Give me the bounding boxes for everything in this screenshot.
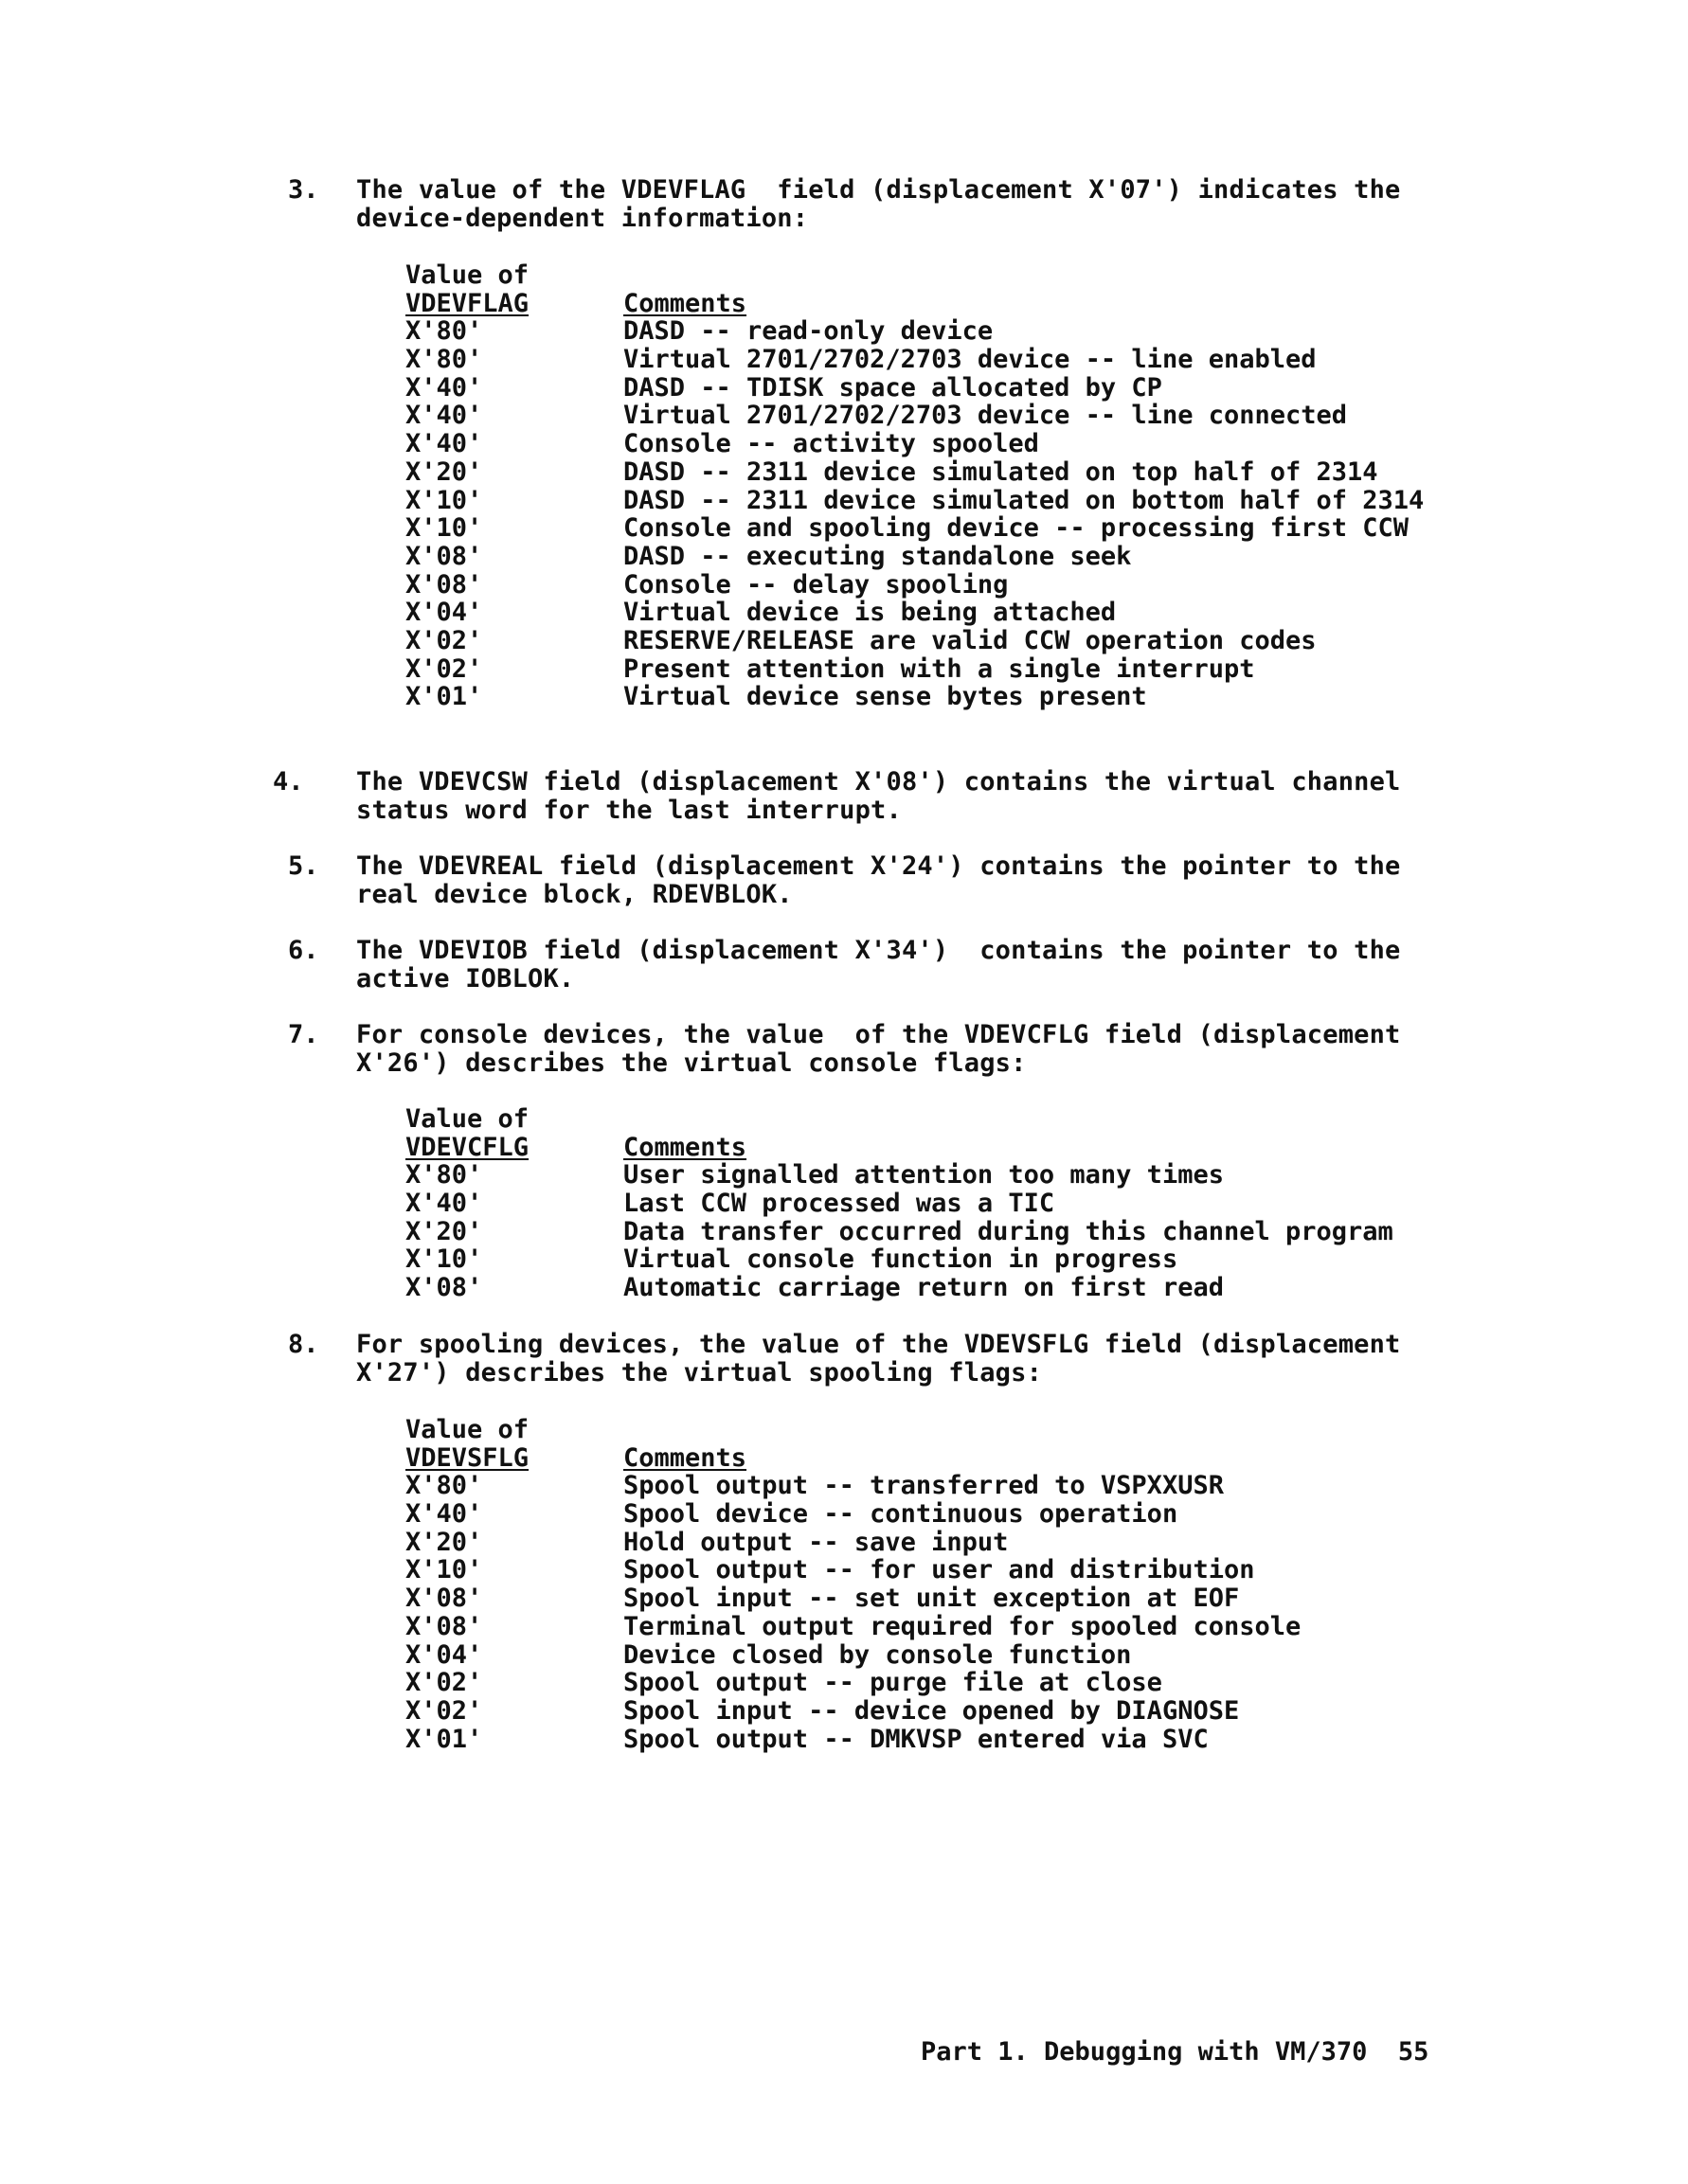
flag-value: X'08' — [405, 1611, 483, 1641]
value-of-header: Value of — [405, 1415, 530, 1444]
table-header-row — [405, 1442, 747, 1473]
flag-comment: Virtual 2701/2702/2703 device -- line enabled — [623, 345, 1317, 375]
table-row — [405, 1244, 1178, 1275]
flag-value: X'40' — [405, 401, 483, 431]
table-row — [405, 653, 1255, 684]
table-row — [405, 682, 1147, 712]
item-3-text-line-1: The value of the VDEVFLAG field (displacement X'07') indicates the — [356, 175, 1401, 205]
flag-comment: Last CCW processed was a TIC — [623, 1189, 1055, 1219]
table-row — [405, 401, 1348, 431]
item-6-text-line-2: active IOBLOK. — [356, 964, 575, 994]
table-row — [405, 456, 1378, 487]
flag-value: X'80' — [405, 345, 483, 375]
flag-value: X'40' — [405, 429, 483, 459]
flag-comment: Spool output -- transferred to VSPXXUSR — [623, 1471, 1224, 1501]
flag-value: X'40' — [405, 1189, 483, 1219]
vdevcflg-table — [405, 1104, 1393, 1303]
flag-value: X'80' — [405, 316, 483, 347]
table-row — [405, 1639, 1132, 1670]
flag-value: X'02' — [405, 653, 483, 684]
table-row — [405, 1584, 1240, 1614]
flag-comment: Virtual device is being attached — [623, 598, 1117, 628]
value-of-header: Value of — [405, 260, 530, 290]
flag-value: X'08' — [405, 569, 483, 600]
flag-comment: Data transfer occurred during this channel program — [623, 1216, 1393, 1246]
table-row — [405, 1160, 1224, 1190]
field-name-header: VDEVFLAG — [405, 288, 530, 318]
page-number: 55 — [1397, 2037, 1429, 2067]
table-header-row — [405, 1132, 747, 1162]
table-row — [405, 1189, 1055, 1219]
flag-value: X'40' — [405, 372, 483, 403]
vdevsflg-table — [405, 1415, 1302, 1754]
flag-value: X'08' — [405, 1584, 483, 1614]
flag-comment: Terminal output required for spooled console — [623, 1611, 1302, 1641]
flag-value: X'08' — [405, 541, 483, 571]
flag-comment: Spool output -- for user and distribution — [623, 1555, 1255, 1585]
flag-value: X'20' — [405, 456, 483, 487]
table-row — [405, 541, 1132, 571]
flag-value: X'10' — [405, 1244, 483, 1275]
flag-comment: Virtual 2701/2702/2703 device -- line connected — [623, 401, 1348, 431]
flag-value: X'04' — [405, 598, 483, 628]
comments-header: Comments — [623, 288, 747, 318]
flag-comment: Spool input -- set unit exception at EOF — [623, 1584, 1240, 1614]
table-row — [405, 625, 1317, 655]
table-row — [405, 1555, 1255, 1585]
vdevflag-table — [405, 260, 1425, 712]
flag-comment: Spool device -- continuous operation — [623, 1499, 1178, 1530]
flag-comment: Virtual device sense bytes present — [623, 682, 1147, 712]
item-6-number: 6. — [288, 936, 319, 965]
flag-comment: Virtual console function in progress — [623, 1244, 1178, 1275]
item-4-number: 4. — [273, 767, 304, 797]
item-5-text-line-1: The VDEVREAL field (displacement X'24') contains the pointer to the — [356, 851, 1401, 881]
table-row — [405, 569, 1009, 600]
item-4-text-line-1: The VDEVCSW field (displacement X'08') contains the virtual channel — [356, 767, 1401, 797]
flag-comment: Hold output -- save input — [623, 1527, 1009, 1557]
flag-value: X'10' — [405, 513, 483, 544]
flag-value: X'80' — [405, 1471, 483, 1501]
field-name-header: VDEVCFLG — [405, 1132, 530, 1162]
flag-value: X'01' — [405, 682, 483, 712]
flag-comment: Spool output -- DMKVSP entered via SVC — [623, 1724, 1209, 1754]
table-row — [405, 316, 994, 347]
item-4-text-line-2: status word for the last interrupt. — [356, 796, 902, 825]
flag-comment: DASD -- 2311 device simulated on bottom half of 2314 — [623, 485, 1425, 515]
flag-comment: User signalled attention too many times — [623, 1160, 1224, 1190]
table-row — [405, 1668, 1162, 1698]
table-row — [405, 372, 1162, 403]
table-row — [405, 1471, 1224, 1501]
flag-comment: DASD -- TDISK space allocated by CP — [623, 372, 1162, 403]
table-row — [405, 1611, 1302, 1641]
value-of-header: Value of — [405, 1104, 530, 1134]
flag-value: X'02' — [405, 1695, 483, 1726]
table-row — [405, 345, 1317, 375]
flag-value: X'01' — [405, 1724, 483, 1754]
flag-comment: Console and spooling device -- processing first CCW — [623, 513, 1410, 544]
item-7-number: 7. — [288, 1020, 319, 1049]
flag-comment: Automatic carriage return on first read — [623, 1273, 1224, 1303]
item-3-text-line-2: device-dependent information: — [356, 204, 809, 233]
flag-value: X'40' — [405, 1499, 483, 1530]
flag-value: X'02' — [405, 625, 483, 655]
flag-comment: DASD -- executing standalone seek — [623, 541, 1132, 571]
item-8-number: 8. — [288, 1330, 319, 1359]
item-8-text-line-1: For spooling devices, the value of the VDEVSFLG field (displacement — [356, 1330, 1401, 1359]
table-header-row — [405, 260, 530, 290]
table-row — [405, 1695, 1240, 1726]
item-6-text-line-1: The VDEVIOB field (displacement X'34') contains the pointer to the — [356, 936, 1401, 965]
table-row — [405, 598, 1117, 628]
flag-value: X'80' — [405, 1160, 483, 1190]
flag-comment: Device closed by console function — [623, 1639, 1132, 1670]
flag-value: X'08' — [405, 1273, 483, 1303]
item-7-text-line-1: For console devices, the value of the VDEVCFLG field (displacement — [356, 1020, 1401, 1049]
item-5-text-line-2: real device block, RDEVBLOK. — [356, 880, 793, 909]
table-header-row — [405, 1104, 530, 1134]
table-row — [405, 513, 1410, 544]
flag-comment: RESERVE/RELEASE are valid CCW operation codes — [623, 625, 1317, 655]
table-row — [405, 429, 1039, 459]
flag-comment: Console -- activity spooled — [623, 429, 1039, 459]
flag-comment: Spool output -- purge file at close — [623, 1668, 1162, 1698]
table-row — [405, 1724, 1209, 1754]
flag-value: X'20' — [405, 1216, 483, 1246]
flag-value: X'10' — [405, 485, 483, 515]
footer-title: Part 1. Debugging with VM/370 — [921, 2037, 1368, 2067]
table-header-row — [405, 288, 747, 318]
table-row — [405, 1527, 1009, 1557]
field-name-header: VDEVSFLG — [405, 1442, 530, 1473]
item-7-text-line-2: X'26') describes the virtual console flags: — [356, 1048, 1027, 1078]
flag-comment: Present attention with a single interrupt — [623, 653, 1255, 684]
table-row — [405, 1216, 1393, 1246]
flag-comment: Console -- delay spooling — [623, 569, 1009, 600]
table-header-row — [405, 1415, 530, 1444]
flag-comment: Spool input -- device opened by DIAGNOSE — [623, 1695, 1240, 1726]
flag-value: X'04' — [405, 1639, 483, 1670]
comments-header: Comments — [623, 1132, 747, 1162]
table-row — [405, 485, 1425, 515]
table-row — [405, 1499, 1178, 1530]
flag-value: X'10' — [405, 1555, 483, 1585]
page-footer — [921, 2038, 1428, 2067]
item-3-number: 3. — [288, 175, 319, 205]
comments-header: Comments — [623, 1442, 747, 1473]
flag-comment: DASD -- read-only device — [623, 316, 994, 347]
item-8-text-line-2: X'27') describes the virtual spooling flags: — [356, 1358, 1043, 1387]
flag-value: X'02' — [405, 1668, 483, 1698]
table-row — [405, 1273, 1224, 1303]
flag-comment: DASD -- 2311 device simulated on top half of 2314 — [623, 456, 1378, 487]
flag-value: X'20' — [405, 1527, 483, 1557]
item-5-number: 5. — [288, 851, 319, 881]
